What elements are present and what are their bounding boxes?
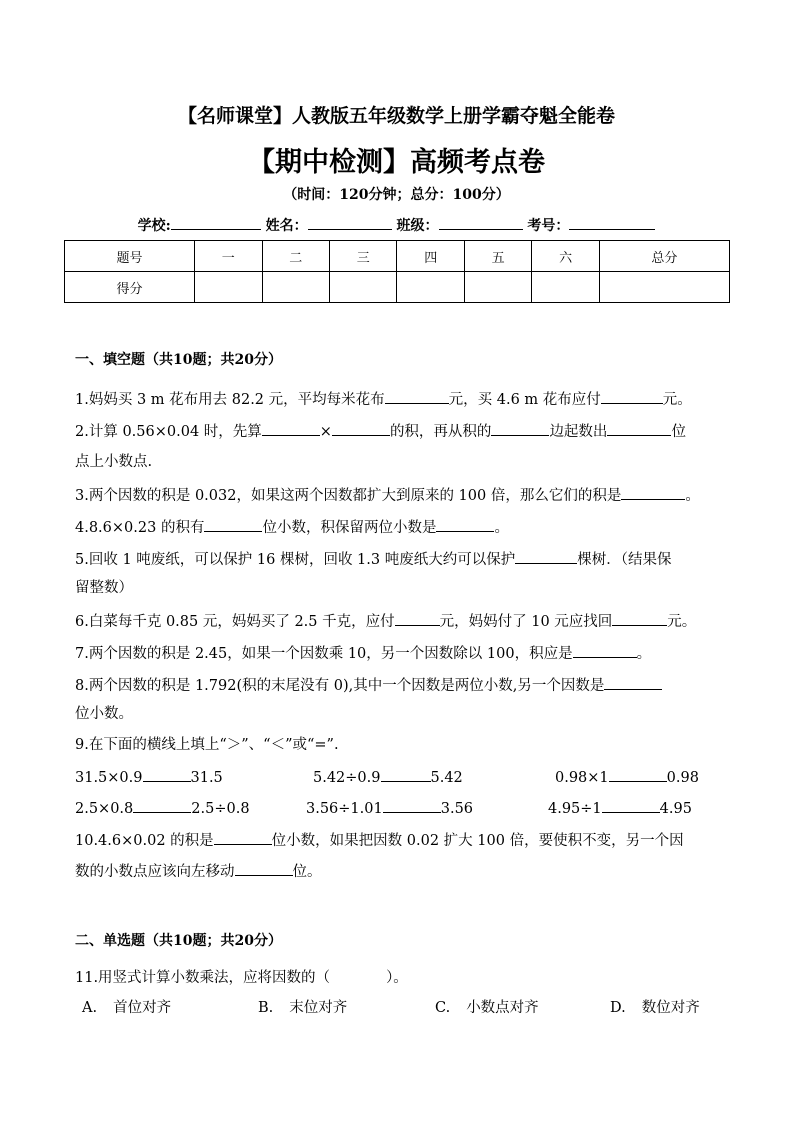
compare-right: 31.5 bbox=[190, 770, 223, 786]
class-blank[interactable] bbox=[439, 215, 523, 230]
answer-blank[interactable] bbox=[143, 766, 191, 782]
school-blank[interactable] bbox=[171, 215, 261, 230]
answer-blank[interactable] bbox=[612, 610, 667, 626]
option-text: 末位对齐 bbox=[289, 1000, 348, 1016]
table-cell: 三 bbox=[330, 241, 397, 272]
answer-blank[interactable] bbox=[436, 516, 494, 532]
option-text: 首位对齐 bbox=[113, 1000, 172, 1016]
table-cell: 二 bbox=[262, 241, 329, 272]
table-cell: 六 bbox=[532, 241, 599, 272]
answer-blank[interactable] bbox=[491, 420, 549, 436]
compare-left: 4.95÷1 bbox=[548, 801, 602, 817]
answer-blank[interactable] bbox=[214, 829, 272, 845]
q6-text-c: 元。 bbox=[667, 614, 697, 630]
option-text: 数位对齐 bbox=[641, 1000, 700, 1016]
q10-text-b: 位小数，如果把因数 0.02 扩大 100 倍，要使积不变，另一个因 bbox=[271, 833, 684, 849]
q5-text-a: 5.回收 1 吨废纸，可以保护 16 棵树，回收 1.3 吨废纸大约可以保护 bbox=[75, 552, 516, 568]
q11-close: ）。 bbox=[386, 970, 408, 986]
q4-text-a: 4.8.6×0.23 的积有 bbox=[75, 520, 205, 536]
option-letter: B. bbox=[258, 1000, 274, 1016]
q4-text-c: 。 bbox=[494, 520, 509, 536]
q1-text-b: 元，买 4.6 m 花布应付 bbox=[448, 392, 601, 408]
score-table bbox=[64, 240, 730, 303]
q1-text-a: 1.妈妈买 3 m 花布用去 82.2 元，平均每米花布 bbox=[75, 392, 385, 408]
q2-text-a: 2.计算 0.56×0.04 时，先算 bbox=[75, 424, 262, 440]
score-cell[interactable] bbox=[599, 272, 729, 303]
option-letter: C. bbox=[435, 1000, 451, 1016]
answer-blank[interactable] bbox=[204, 516, 262, 532]
student-info-line bbox=[0, 215, 793, 235]
score-cell[interactable] bbox=[464, 272, 531, 303]
q2-text-e: 位 bbox=[671, 424, 686, 440]
q2-text-c: 的积，再从积的 bbox=[389, 424, 492, 440]
q8-text-a: 8.两个因数的积是 1.792(积的末尾没有 0),其中一个因数是两位小数,另一个因数是 bbox=[75, 678, 605, 694]
table-cell: 题号 bbox=[65, 241, 195, 272]
q2-text-d: 边起数出 bbox=[549, 424, 608, 440]
compare-right: 4.95 bbox=[659, 801, 692, 817]
answer-blank[interactable] bbox=[385, 388, 449, 404]
score-cell[interactable] bbox=[330, 272, 397, 303]
compare-right: 2.5÷0.8 bbox=[191, 801, 250, 817]
question-11 bbox=[75, 968, 408, 988]
question-3 bbox=[75, 484, 700, 506]
q3-text-a: 3.两个因数的积是 0.032，如果这两个因数都扩大到原来的 100 倍，那么它们的积是 bbox=[75, 488, 622, 504]
table-cell: 五 bbox=[464, 241, 531, 272]
question-5 bbox=[75, 548, 671, 570]
compare-left: 0.98×1 bbox=[555, 770, 609, 786]
answer-blank[interactable] bbox=[133, 797, 191, 813]
class-label: 班级： bbox=[396, 218, 439, 234]
compare-left: 31.5×0.9 bbox=[75, 770, 143, 786]
title-line-1: 【名师课堂】人教版五年级数学上册学霸夺魁全能卷 bbox=[177, 105, 615, 127]
compare-right: 0.98 bbox=[666, 770, 699, 786]
question-8 bbox=[75, 674, 662, 696]
name-label: 姓名： bbox=[265, 218, 308, 234]
q10-text-c: 数的小数点应该向左移动 bbox=[75, 864, 235, 880]
answer-blank[interactable] bbox=[573, 642, 637, 658]
answer-blank[interactable] bbox=[383, 797, 441, 813]
comparison-row-1-item-2 bbox=[313, 766, 463, 788]
table-cell: 一 bbox=[195, 241, 262, 272]
question-10-line-2 bbox=[75, 860, 322, 882]
q10-text-d: 位。 bbox=[292, 864, 322, 880]
answer-blank[interactable] bbox=[602, 797, 660, 813]
question-5-line-2: 留整数） bbox=[75, 580, 133, 596]
question-2 bbox=[75, 420, 686, 442]
comparison-row-2 bbox=[75, 797, 250, 819]
answer-blank[interactable] bbox=[601, 388, 663, 404]
q6-text-a: 6.白菜每千克 0.85 元，妈妈买了 2.5 千克，应付 bbox=[75, 614, 395, 630]
compare-right: 5.42 bbox=[430, 770, 463, 786]
score-cell[interactable] bbox=[195, 272, 262, 303]
question-4 bbox=[75, 516, 509, 538]
name-blank[interactable] bbox=[308, 215, 392, 230]
option-c[interactable] bbox=[435, 998, 539, 1018]
exam-number-blank[interactable] bbox=[569, 215, 655, 230]
q5-text-b: 棵树．（结果保 bbox=[577, 552, 672, 568]
score-cell[interactable] bbox=[397, 272, 464, 303]
q1-text-c: 元。 bbox=[662, 392, 692, 408]
answer-blank[interactable] bbox=[332, 420, 390, 436]
question-9-intro: 9.在下面的横线上填上“＞”、“＜”或“=”. bbox=[75, 737, 339, 753]
compare-left: 2.5×0.8 bbox=[75, 801, 134, 817]
q7-text-a: 7.两个因数的积是 2.45，如果一个因数乘 10，另一个因数除以 100，积应是 bbox=[75, 646, 573, 662]
compare-left: 5.42÷0.9 bbox=[313, 770, 381, 786]
q4-text-b: 位小数，积保留两位小数是 bbox=[262, 520, 437, 536]
option-b[interactable] bbox=[258, 998, 347, 1018]
question-8-line-2: 位小数。 bbox=[75, 706, 133, 722]
answer-blank[interactable] bbox=[609, 766, 667, 782]
q6-text-b: 元，妈妈付了 10 元应找回 bbox=[439, 614, 613, 630]
answer-blank[interactable] bbox=[607, 420, 671, 436]
comparison-row-2-item-2 bbox=[306, 797, 473, 819]
q2-text-b: × bbox=[319, 424, 332, 440]
title-line-2: 【期中检测】高频考点卷 bbox=[248, 147, 545, 178]
score-cell[interactable] bbox=[262, 272, 329, 303]
table-cell: 四 bbox=[397, 241, 464, 272]
score-table-score-row bbox=[65, 272, 730, 303]
question-2-line-2: 点上小数点. bbox=[75, 454, 153, 470]
q3-text-b: 。 bbox=[685, 488, 700, 504]
score-cell[interactable] bbox=[532, 272, 599, 303]
school-label: 学校: bbox=[137, 218, 171, 234]
table-cell: 得分 bbox=[65, 272, 195, 303]
answer-blank[interactable] bbox=[515, 548, 577, 564]
table-cell: 总分 bbox=[599, 241, 729, 272]
comparison-row-1-item-3 bbox=[555, 766, 699, 788]
q11-stem: 11.用竖式计算小数乘法，应将因数的（ bbox=[75, 970, 331, 986]
section-2-heading: 二、单选题（共10题；共20分） bbox=[75, 933, 282, 949]
option-letter: A. bbox=[82, 1000, 98, 1016]
answer-blank[interactable] bbox=[621, 484, 685, 500]
option-text: 小数点对齐 bbox=[466, 1000, 539, 1016]
compare-left: 3.56÷1.01 bbox=[306, 801, 383, 817]
answer-blank[interactable] bbox=[235, 860, 293, 876]
answer-blank[interactable] bbox=[262, 420, 320, 436]
question-10 bbox=[75, 829, 684, 851]
score-table-header-row bbox=[65, 241, 730, 272]
answer-blank[interactable] bbox=[604, 674, 662, 690]
option-a[interactable] bbox=[82, 998, 171, 1018]
answer-blank[interactable] bbox=[395, 610, 440, 626]
comparison-row-1 bbox=[75, 766, 223, 788]
comparison-row-2-item-3 bbox=[548, 797, 692, 819]
question-7 bbox=[75, 642, 651, 664]
exam-number-label: 考号： bbox=[527, 218, 570, 234]
answer-blank[interactable] bbox=[381, 766, 431, 782]
q7-text-b: 。 bbox=[636, 646, 652, 662]
option-d[interactable] bbox=[610, 998, 700, 1018]
option-letter: D. bbox=[610, 1000, 626, 1016]
exam-time-subtitle: （时间：120分钟；总分：100分） bbox=[283, 187, 510, 203]
q10-text-a: 10.4.6×0.02 的积是 bbox=[75, 833, 214, 849]
question-1 bbox=[75, 388, 692, 410]
compare-right: 3.56 bbox=[440, 801, 474, 817]
question-6 bbox=[75, 610, 696, 632]
section-1-heading: 一、填空题（共10题；共20分） bbox=[75, 352, 282, 368]
